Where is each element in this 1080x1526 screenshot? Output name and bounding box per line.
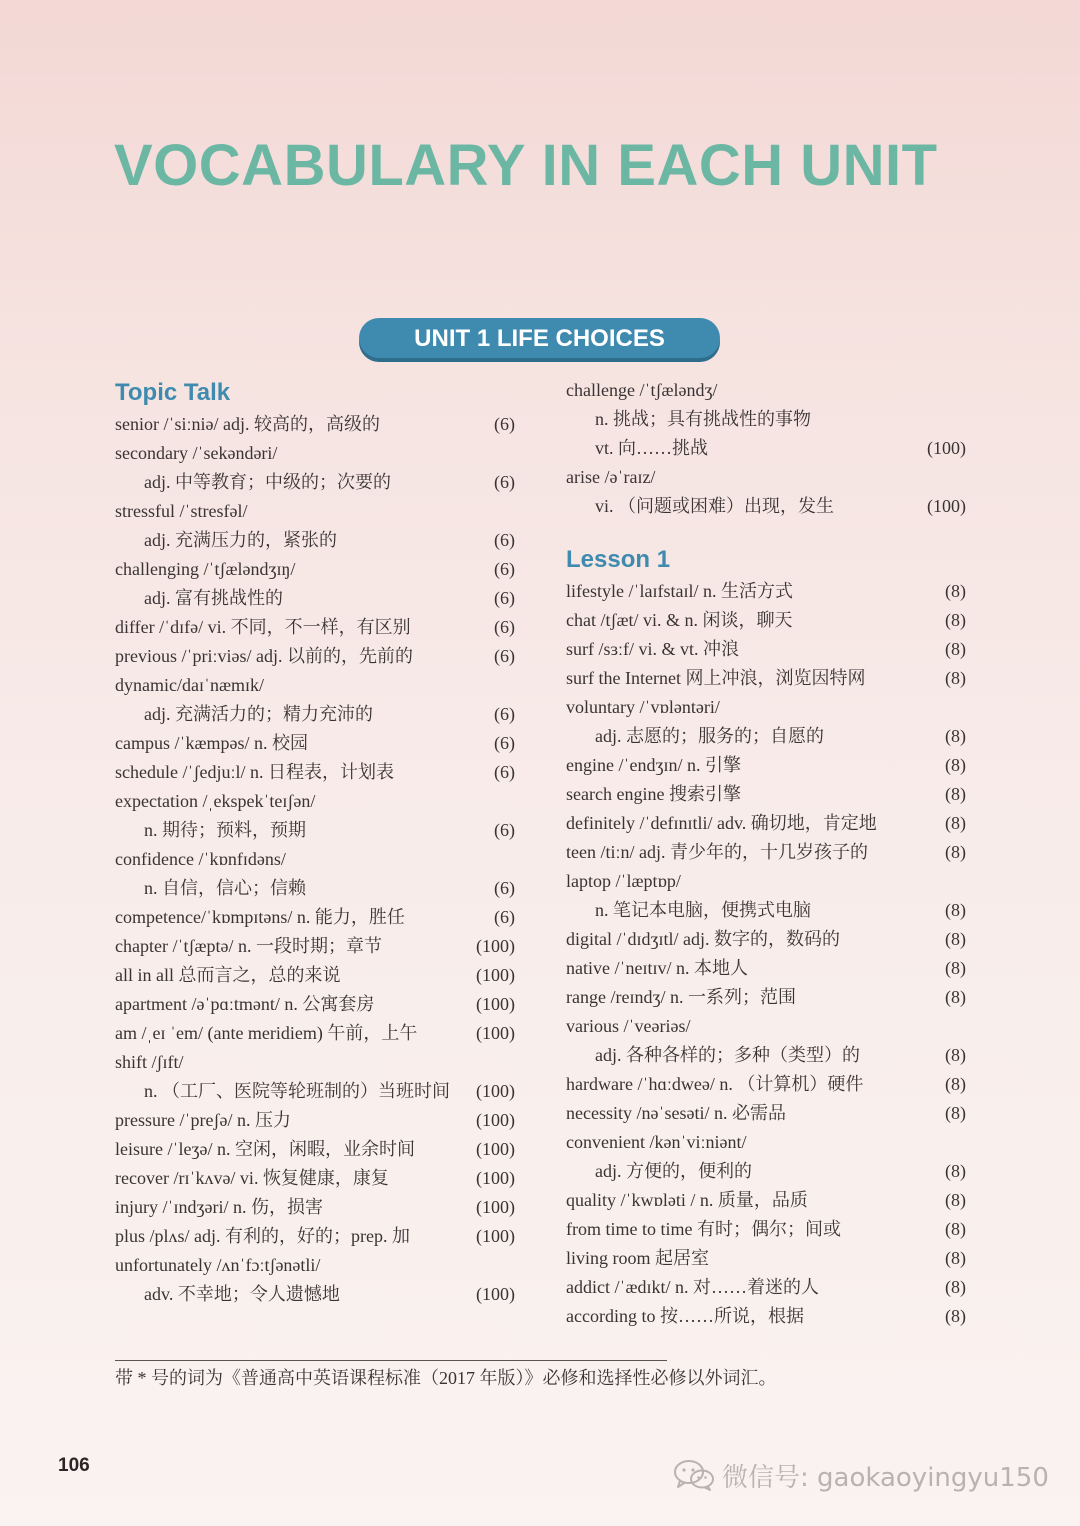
vocab-entry xyxy=(566,954,966,983)
vocab-entry xyxy=(566,780,966,809)
vocab-entry-text: various /ˈveəriəs/ xyxy=(566,1016,691,1036)
vocab-entry-text: unfortunately /ʌnˈfɔːtʃənətli/ xyxy=(115,1255,321,1275)
vocab-entry-text: chapter /ˈtʃæptə/ n. 一段时期；章节 xyxy=(115,936,382,956)
vocab-entry xyxy=(115,1280,515,1309)
vocab-entry-text: adj. 充满压力的，紧张的 xyxy=(144,530,337,550)
vocab-entry xyxy=(115,1019,515,1048)
vocab-entry-text: adj. 各种各样的；多种（类型）的 xyxy=(595,1045,860,1065)
vocab-entry-text: native /ˈneɪtɪv/ n. 本地人 xyxy=(566,958,748,978)
vocab-entry-page-ref: (100) xyxy=(476,1197,515,1217)
vocab-entry xyxy=(566,1244,966,1273)
vocab-entry xyxy=(115,961,515,990)
vocab-entry-page-ref: (8) xyxy=(945,581,966,601)
vocab-entry-page-ref: (8) xyxy=(945,610,966,630)
left-column xyxy=(115,376,515,1309)
vocab-entry-page-ref: (6) xyxy=(494,704,515,724)
vocab-entry xyxy=(566,1128,966,1157)
vocab-entry xyxy=(566,376,966,405)
vocab-entry-text: campus /ˈkæmpəs/ n. 校园 xyxy=(115,733,308,753)
vocab-entry-text: differ /ˈdɪfə/ vi. 不同，不一样，有区别 xyxy=(115,617,411,637)
vocab-entry-page-ref: (8) xyxy=(945,842,966,862)
vocab-entry-text: lifestyle /ˈlaɪfstaɪl/ n. 生活方式 xyxy=(566,581,793,601)
vocab-entry xyxy=(566,1070,966,1099)
vocab-entry xyxy=(115,758,515,787)
vocab-entry-page-ref: (6) xyxy=(494,878,515,898)
vocab-entry-text: hardware /ˈhɑːdweə/ n. （计算机）硬件 xyxy=(566,1074,864,1094)
page-number: 106 xyxy=(58,1455,90,1476)
vocab-entry xyxy=(566,1099,966,1128)
vocab-entry xyxy=(115,990,515,1019)
vocab-entry-text: range /reɪndʒ/ n. 一系列；范围 xyxy=(566,987,796,1007)
vocab-entry-page-ref: (6) xyxy=(494,762,515,782)
vocab-entry xyxy=(566,635,966,664)
vocab-entry-text: shift /ʃɪft/ xyxy=(115,1052,184,1072)
vocab-entry-page-ref: (6) xyxy=(494,530,515,550)
vocab-entry xyxy=(115,410,515,439)
vocab-entry xyxy=(566,896,966,925)
vocab-entry xyxy=(115,439,515,468)
vocab-entry xyxy=(566,434,966,463)
vocab-entry-page-ref: (8) xyxy=(945,1161,966,1181)
vocab-entry-page-ref: (6) xyxy=(494,907,515,927)
vocab-entry xyxy=(115,1193,515,1222)
vocab-entry-page-ref: (6) xyxy=(494,733,515,753)
vocab-entry xyxy=(115,671,515,700)
vocab-entry-text: definitely /ˈdefɪnɪtli/ adv. 确切地，肯定地 xyxy=(566,813,877,833)
vocab-entry xyxy=(566,492,966,521)
vocab-entry-text: am /ˌeɪ ˈem/ (ante meridiem) 午前，上午 xyxy=(115,1023,418,1043)
vocab-entry-page-ref: (8) xyxy=(945,1306,966,1326)
vocab-entry-page-ref: (8) xyxy=(945,813,966,833)
vocab-entry xyxy=(115,1106,515,1135)
vocab-entry xyxy=(566,867,966,896)
vocab-entry-page-ref: (100) xyxy=(476,1226,515,1246)
vocab-entry xyxy=(566,751,966,780)
watermark xyxy=(672,1455,1049,1495)
vocab-entry-text: vi. （问题或困难）出现，发生 xyxy=(595,496,834,516)
vocab-entry-text: challenge /ˈtʃæləndʒ/ xyxy=(566,380,718,400)
vocab-entry-page-ref: (8) xyxy=(945,1103,966,1123)
vocab-entry-text: secondary /ˈsekəndəri/ xyxy=(115,443,278,463)
vocab-entry-page-ref: (8) xyxy=(945,1219,966,1239)
vocab-entry xyxy=(566,1186,966,1215)
vocab-entry-text: engine /ˈendʒɪn/ n. 引擎 xyxy=(566,755,741,775)
vocab-entry-text: voluntary /ˈvɒləntəri/ xyxy=(566,697,720,717)
vocab-entry xyxy=(566,1302,966,1331)
vocab-entry-text: vt. 向……挑战 xyxy=(595,438,709,458)
wechat-icon xyxy=(672,1458,716,1492)
vocab-entry xyxy=(566,405,966,434)
vocab-entry-text: n. （工厂、医院等轮班制的）当班时间 xyxy=(144,1081,450,1101)
vocab-entry xyxy=(115,642,515,671)
vocab-entry xyxy=(566,809,966,838)
vocab-entry xyxy=(115,874,515,903)
footnote-divider xyxy=(115,1360,667,1361)
vocab-entry-page-ref: (100) xyxy=(476,1081,515,1101)
vocab-entry xyxy=(115,816,515,845)
vocab-entry-text: necessity /nəˈsesəti/ n. 必需品 xyxy=(566,1103,786,1123)
vocab-entry-page-ref: (8) xyxy=(945,784,966,804)
vocab-entry-text: pressure /ˈpreʃə/ n. 压力 xyxy=(115,1110,291,1130)
vocab-entry-text: adv. 不幸地；令人遗憾地 xyxy=(144,1284,340,1304)
vocab-entry-text: confidence /ˈkɒnfɪdəns/ xyxy=(115,849,286,869)
vocab-entry-text: addict /ˈædɪkt/ n. 对……着迷的人 xyxy=(566,1277,819,1297)
vocab-entry-page-ref: (100) xyxy=(927,438,966,458)
vocab-entry-text: surf the Internet 网上冲浪，浏览因特网 xyxy=(566,668,866,688)
vocab-entry-text: previous /ˈpriːviəs/ adj. 以前的，先前的 xyxy=(115,646,413,666)
vocab-entry-text: injury /ˈɪndʒəri/ n. 伤，损害 xyxy=(115,1197,323,1217)
vocab-entry-page-ref: (8) xyxy=(945,668,966,688)
vocab-entry xyxy=(566,722,966,751)
vocab-entry-text: stressful /ˈstresfəl/ xyxy=(115,501,248,521)
vocab-entry-text: expectation /ˌekspekˈteɪʃən/ xyxy=(115,791,316,811)
vocab-entry-text: n. 自信，信心；信赖 xyxy=(144,878,306,898)
vocab-entry-page-ref: (100) xyxy=(476,1023,515,1043)
vocab-entry xyxy=(115,1251,515,1280)
vocab-entry-text: living room 起居室 xyxy=(566,1248,709,1268)
unit-banner: UNIT 1 LIFE CHOICES xyxy=(359,318,720,358)
vocab-entry xyxy=(566,983,966,1012)
vocab-entry xyxy=(115,468,515,497)
vocab-entry-text: chat /tʃæt/ vi. & n. 闲谈，聊天 xyxy=(566,610,793,630)
vocab-entry-page-ref: (100) xyxy=(927,496,966,516)
vocab-entry-page-ref: (8) xyxy=(945,1074,966,1094)
vocab-entry-page-ref: (100) xyxy=(476,1168,515,1188)
vocab-entry xyxy=(566,1215,966,1244)
vocab-entry xyxy=(566,664,966,693)
vocab-entry-text: n. 期待；预料，预期 xyxy=(144,820,306,840)
vocab-entry-text: n. 笔记本电脑，便携式电脑 xyxy=(595,900,811,920)
vocab-entry-page-ref: (100) xyxy=(476,1284,515,1304)
vocab-entry xyxy=(115,1222,515,1251)
vocab-entry xyxy=(566,606,966,635)
vocab-entry xyxy=(566,693,966,722)
vocab-entry-text: digital /ˈdɪdʒɪtl/ adj. 数字的，数码的 xyxy=(566,929,840,949)
vocab-entry-text: recover /rɪˈkʌvə/ vi. 恢复健康，康复 xyxy=(115,1168,389,1188)
vocab-list xyxy=(115,410,515,1309)
vocab-entry-page-ref: (8) xyxy=(945,900,966,920)
vocab-entry xyxy=(115,613,515,642)
vocab-entry-text: n. 挑战；具有挑战性的事物 xyxy=(595,409,811,429)
vocab-list xyxy=(566,577,966,1331)
vocab-entry-page-ref: (6) xyxy=(494,414,515,434)
vocab-entry-page-ref: (6) xyxy=(494,820,515,840)
footnote: 带 * 号的词为《普通高中英语课程标准（2017 年版）》必修和选择性必修以外词汇。 xyxy=(115,1368,777,1388)
vocab-entry xyxy=(115,1164,515,1193)
vocab-entry-text: surf /sɜːf/ vi. & vt. 冲浪 xyxy=(566,639,740,659)
vocab-entry-text: schedule /ˈʃedjuːl/ n. 日程表，计划表 xyxy=(115,762,394,782)
vocab-list xyxy=(566,376,966,521)
page-title: VOCABULARY IN EACH UNIT xyxy=(114,133,938,198)
vocab-entry-page-ref: (100) xyxy=(476,1110,515,1130)
vocab-entry-text: apartment /əˈpɑːtmənt/ n. 公寓套房 xyxy=(115,994,375,1014)
vocab-entry xyxy=(566,1157,966,1186)
vocab-entry xyxy=(566,1012,966,1041)
vocab-entry-text: quality /ˈkwɒləti / n. 质量，品质 xyxy=(566,1190,808,1210)
vocab-entry-page-ref: (8) xyxy=(945,1277,966,1297)
vocab-entry-page-ref: (8) xyxy=(945,1190,966,1210)
vocab-entry-page-ref: (8) xyxy=(945,755,966,775)
vocab-entry-page-ref: (6) xyxy=(494,617,515,637)
vocab-entry-page-ref: (6) xyxy=(494,472,515,492)
vocab-entry xyxy=(115,497,515,526)
vocab-entry-page-ref: (6) xyxy=(494,646,515,666)
vocab-entry-text: laptop /ˈlæptɒp/ xyxy=(566,871,681,891)
vocab-entry xyxy=(115,584,515,613)
vocab-entry-text: adj. 志愿的；服务的；自愿的 xyxy=(595,726,824,746)
vocab-entry xyxy=(566,838,966,867)
vocab-entry-text: dynamic/daɪˈnæmɪk/ xyxy=(115,675,264,695)
vocab-entry xyxy=(566,577,966,606)
vocab-entry-page-ref: (100) xyxy=(476,1139,515,1159)
vocab-entry-page-ref: (8) xyxy=(945,987,966,1007)
vocab-entry-page-ref: (6) xyxy=(494,588,515,608)
vocab-entry-text: according to 按……所说，根据 xyxy=(566,1306,804,1326)
vocab-entry-text: competence/ˈkɒmpɪtəns/ n. 能力，胜任 xyxy=(115,907,405,927)
vocab-entry-text: plus /plʌs/ adj. 有利的，好的；prep. 加 xyxy=(115,1226,410,1246)
vocab-entry-text: challenging /ˈtʃæləndʒɪŋ/ xyxy=(115,559,296,579)
vocab-entry-page-ref: (8) xyxy=(945,929,966,949)
vocab-entry xyxy=(566,1041,966,1070)
vocab-entry-page-ref: (100) xyxy=(476,936,515,956)
vocab-entry xyxy=(115,700,515,729)
vocab-entry-text: convenient /kənˈviːniənt/ xyxy=(566,1132,747,1152)
vocab-entry-text: adj. 充满活力的；精力充沛的 xyxy=(144,704,373,724)
vocab-entry-text: adj. 富有挑战性的 xyxy=(144,588,283,608)
vocab-entry xyxy=(115,932,515,961)
section-heading-lesson-1: Lesson 1 xyxy=(566,546,671,573)
vocab-entry xyxy=(115,555,515,584)
vocab-entry-page-ref: (100) xyxy=(476,994,515,1014)
vocab-entry xyxy=(115,1048,515,1077)
vocab-entry xyxy=(115,1077,515,1106)
vocab-entry-page-ref: (8) xyxy=(945,958,966,978)
vocab-entry-text: senior /ˈsiːniə/ adj. 较高的，高级的 xyxy=(115,414,380,434)
vocab-entry xyxy=(115,729,515,758)
vocab-entry xyxy=(115,787,515,816)
vocab-entry xyxy=(566,1273,966,1302)
vocab-entry xyxy=(115,903,515,932)
vocab-entry xyxy=(566,925,966,954)
vocab-entry-page-ref: (8) xyxy=(945,639,966,659)
vocab-entry xyxy=(566,463,966,492)
watermark-text: 微信号: gaokaoyingyu150 xyxy=(722,1462,1049,1493)
vocab-entry-text: adj. 方便的，便利的 xyxy=(595,1161,752,1181)
vocab-entry-text: adj. 中等教育；中级的；次要的 xyxy=(144,472,391,492)
vocab-entry-text: all in all 总而言之，总的来说 xyxy=(115,965,341,985)
vocab-entry-page-ref: (8) xyxy=(945,1045,966,1065)
vocab-entry-page-ref: (8) xyxy=(945,1248,966,1268)
right-column xyxy=(566,376,966,1331)
vocab-entry-text: search engine 搜索引擎 xyxy=(566,784,741,804)
section-heading-topic-talk: Topic Talk xyxy=(115,379,231,406)
vocab-entry-text: arise /əˈraɪz/ xyxy=(566,467,656,487)
vocab-entry xyxy=(115,1135,515,1164)
vocab-entry-page-ref: (100) xyxy=(476,965,515,985)
vocab-entry-page-ref: (6) xyxy=(494,559,515,579)
vocab-entry xyxy=(115,845,515,874)
vocab-entry-page-ref: (8) xyxy=(945,726,966,746)
vocab-entry xyxy=(115,526,515,555)
vocab-entry-text: from time to time 有时；偶尔；间或 xyxy=(566,1219,841,1239)
vocab-entry-text: leisure /ˈleʒə/ n. 空闲，闲暇，业余时间 xyxy=(115,1139,415,1159)
vocab-entry-text: teen /tiːn/ adj. 青少年的，十几岁孩子的 xyxy=(566,842,868,862)
